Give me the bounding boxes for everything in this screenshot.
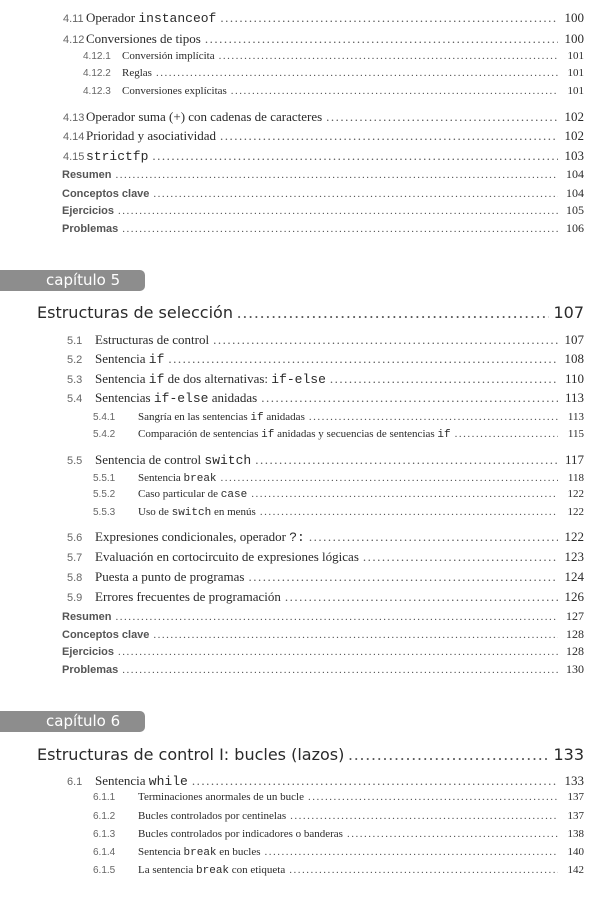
toc-entry xyxy=(83,85,584,97)
toc-entry xyxy=(63,10,584,26)
page-number: 102 xyxy=(564,109,584,124)
title-text: Sentencia de control xyxy=(95,452,205,467)
dot-leader xyxy=(308,791,558,803)
dot-leader xyxy=(289,864,558,876)
toc-entry xyxy=(62,167,584,182)
section-number: 4.12.3 xyxy=(83,86,111,97)
toc-entry xyxy=(93,791,584,803)
toc-entry xyxy=(93,488,584,501)
dot-leader xyxy=(326,109,558,125)
section-title xyxy=(95,332,209,348)
section-number: 6.1.4 xyxy=(93,847,116,858)
page-number: 126 xyxy=(564,589,584,604)
page-number: 103 xyxy=(564,148,584,163)
title-text: Reglas xyxy=(122,67,152,79)
page-number: 101 xyxy=(567,50,584,62)
title-text: Problemas xyxy=(62,223,119,235)
chapter-title xyxy=(37,745,584,765)
page-number: 101 xyxy=(567,85,584,97)
page-number: 104 xyxy=(566,167,584,181)
dot-leader xyxy=(118,646,558,658)
toc-entry xyxy=(67,371,584,387)
page-number: 104 xyxy=(566,186,584,200)
dot-leader xyxy=(122,223,558,235)
dot-leader xyxy=(118,205,558,217)
dot-leader xyxy=(330,371,558,387)
dot-leader xyxy=(168,351,558,367)
code-term: switch xyxy=(204,453,252,468)
page-number: 122 xyxy=(564,529,584,544)
page-number: 128 xyxy=(566,644,584,658)
title-text: Bucles controlados por indicadores o banderas xyxy=(138,828,343,840)
code-term: if-else xyxy=(271,372,326,387)
chapter-page-number: 133 xyxy=(553,745,584,764)
section-title xyxy=(62,646,114,658)
title-text: Evaluación en cortocircuito de expresiones lógicas xyxy=(95,549,359,564)
dot-leader xyxy=(205,31,558,47)
section-number: 6.1 xyxy=(67,776,83,788)
title-text: Sentencia xyxy=(95,371,149,386)
section-number: 5.5.3 xyxy=(93,507,116,518)
toc-entry xyxy=(67,390,584,406)
page-number: 140 xyxy=(567,846,584,858)
toc-entry xyxy=(67,452,584,468)
page-number: 130 xyxy=(566,662,584,676)
code-term: break xyxy=(183,473,217,485)
code-term: switch xyxy=(171,507,212,519)
section-title xyxy=(138,864,285,877)
code-term: if xyxy=(437,429,451,441)
title-text: Prioridad y asociatividad xyxy=(86,128,216,143)
toc-entry xyxy=(62,662,584,677)
page-number: 123 xyxy=(564,549,584,564)
page-number: 128 xyxy=(566,627,584,641)
page-number: 113 xyxy=(567,411,584,423)
page-number: 108 xyxy=(564,351,584,366)
dot-leader xyxy=(153,629,558,641)
dot-leader xyxy=(248,569,558,585)
section-number: 5.4.2 xyxy=(93,429,116,440)
section-title xyxy=(62,629,149,641)
title-text: La sentencia xyxy=(138,864,197,876)
dot-leader xyxy=(265,846,558,858)
title-text: Uso de xyxy=(138,506,172,518)
page-number: 113 xyxy=(564,390,584,405)
title-text: Resumen xyxy=(62,611,112,623)
dot-leader xyxy=(347,828,558,840)
dot-leader xyxy=(220,10,558,26)
chapter-title xyxy=(37,303,584,323)
section-title xyxy=(122,67,152,79)
page-number: 100 xyxy=(564,31,584,46)
dot-leader xyxy=(455,428,558,440)
title-text: anidadas xyxy=(263,411,305,423)
code-term: case xyxy=(220,489,248,501)
section-number: 5.7 xyxy=(67,552,83,564)
chapter-page-number: 107 xyxy=(553,303,584,322)
chapter-title-text: Estructuras de control I: bucles (lazos) xyxy=(37,745,345,764)
code-term: if xyxy=(148,372,165,387)
title-text: Sentencias xyxy=(95,390,154,405)
section-title xyxy=(95,549,359,565)
dot-leader xyxy=(219,50,558,62)
title-text: Conversión implícita xyxy=(122,50,215,62)
title-text: Conversiones explícitas xyxy=(122,85,227,97)
dot-leader xyxy=(231,85,558,97)
toc-entry xyxy=(63,109,584,125)
toc-entry xyxy=(93,810,584,822)
code-term: if xyxy=(148,352,165,367)
toc-entry xyxy=(93,846,584,859)
page-number: 122 xyxy=(567,506,584,518)
page-number: 106 xyxy=(566,221,584,235)
section-title xyxy=(138,411,305,424)
toc-entry xyxy=(62,644,584,659)
dot-leader xyxy=(260,506,558,518)
title-text: Ejercicios xyxy=(62,205,114,217)
section-title xyxy=(62,188,149,200)
page-number: 115 xyxy=(567,428,584,440)
toc-entry xyxy=(67,589,584,605)
code-term: while xyxy=(148,774,188,789)
page-number: 105 xyxy=(566,203,584,217)
title-text: en menús xyxy=(211,506,256,518)
chapter-title-text: Estructuras de selección xyxy=(37,303,233,322)
section-number: 5.6 xyxy=(67,532,83,544)
page-number: 127 xyxy=(566,609,584,623)
title-text: Comparación de sentencias xyxy=(138,428,262,440)
section-title xyxy=(62,205,114,217)
toc-entry xyxy=(93,864,584,877)
section-number: 6.1.5 xyxy=(93,865,116,876)
section-number: 4.13 xyxy=(63,112,85,124)
section-title xyxy=(122,85,227,97)
section-title xyxy=(86,148,148,164)
dot-leader xyxy=(285,589,558,605)
title-text: Operador suma (+) con cadenas de caracteres xyxy=(86,109,323,124)
section-title xyxy=(95,589,281,605)
section-title xyxy=(95,569,244,585)
toc-entry xyxy=(62,627,584,642)
page-number: 122 xyxy=(567,488,584,500)
dot-leader xyxy=(309,411,558,423)
code-term: break xyxy=(183,847,217,859)
page-number: 118 xyxy=(567,472,584,484)
section-number: 5.5.2 xyxy=(93,489,116,500)
section-title xyxy=(62,223,118,235)
code-term: if xyxy=(261,429,275,441)
dot-leader xyxy=(116,169,558,181)
toc-entry xyxy=(83,67,584,79)
page-number: 102 xyxy=(564,128,584,143)
title-text: anidadas xyxy=(208,390,258,405)
section-number: 5.1 xyxy=(67,335,83,347)
section-title xyxy=(138,506,256,519)
section-number: 6.1.1 xyxy=(93,792,116,803)
page-number: 138 xyxy=(567,828,584,840)
section-title xyxy=(138,846,261,859)
toc-entry xyxy=(93,472,584,485)
section-number: 5.4 xyxy=(67,393,83,405)
section-number: 4.12 xyxy=(63,34,85,46)
page-number: 117 xyxy=(564,452,584,467)
title-text: Sentencia xyxy=(138,846,184,858)
toc-entry xyxy=(63,128,584,144)
dot-leader xyxy=(255,452,558,468)
dot-leader xyxy=(213,332,558,348)
section-number: 5.4.1 xyxy=(93,412,116,423)
section-number: 6.1.3 xyxy=(93,829,116,840)
title-text: Ejercicios xyxy=(62,646,114,658)
toc-entry xyxy=(67,549,584,565)
toc-entry xyxy=(67,351,584,367)
toc-entry xyxy=(93,428,584,441)
title-text: Conceptos clave xyxy=(62,188,150,200)
section-title xyxy=(86,109,322,125)
title-text: Puesta a punto de programas xyxy=(95,569,245,584)
section-number: 5.8 xyxy=(67,572,83,584)
section-title xyxy=(62,664,118,676)
section-number: 4.14 xyxy=(63,131,85,143)
section-title xyxy=(86,128,216,144)
title-text: de dos alternativas: xyxy=(164,371,272,386)
code-term: instanceof xyxy=(138,11,217,26)
section-title xyxy=(138,791,304,803)
code-term: if-else xyxy=(153,391,209,406)
dot-leader xyxy=(153,188,558,200)
section-number: 4.12.1 xyxy=(83,51,111,62)
page-number: 124 xyxy=(564,569,584,584)
dot-leader xyxy=(116,611,558,623)
page-number: 107 xyxy=(564,332,584,347)
dot-leader xyxy=(348,745,549,765)
dot-leader xyxy=(221,472,558,484)
section-title xyxy=(95,529,305,545)
section-title xyxy=(62,611,112,623)
title-text: Sentencia xyxy=(95,351,149,366)
toc-entry xyxy=(62,186,584,201)
page-number: 100 xyxy=(564,10,584,25)
dot-leader xyxy=(251,488,558,500)
section-number: 4.12.2 xyxy=(83,68,111,79)
dot-leader xyxy=(192,773,558,789)
section-number: 4.15 xyxy=(63,151,85,163)
title-text: Bucles controlados por centinelas xyxy=(138,810,287,822)
section-number: 5.5.1 xyxy=(93,473,116,484)
section-title xyxy=(138,828,343,840)
title-text: Sentencia xyxy=(138,472,184,484)
page-number: 137 xyxy=(567,791,584,803)
page-number: 142 xyxy=(567,864,584,876)
toc-entry xyxy=(67,569,584,585)
dot-leader xyxy=(156,67,558,79)
toc-entry xyxy=(62,203,584,218)
title-text: Resumen xyxy=(62,169,112,181)
toc-entry xyxy=(93,411,584,424)
section-title xyxy=(138,810,286,822)
toc-entry xyxy=(83,50,584,62)
title-text: Sangría en las sentencias xyxy=(138,411,251,423)
dot-leader xyxy=(309,529,558,545)
title-text: Errores frecuentes de programación xyxy=(95,589,281,604)
chapter-banner: capítulo 6 xyxy=(0,711,145,732)
page-number: 133 xyxy=(564,773,584,788)
page-number: 110 xyxy=(564,371,584,386)
title-text: Sentencia xyxy=(95,773,149,788)
title-text: con etiqueta xyxy=(229,864,286,876)
section-title xyxy=(95,773,188,789)
dot-leader xyxy=(261,390,558,406)
toc-entry xyxy=(63,31,584,47)
section-title xyxy=(95,452,251,468)
title-text: Operador xyxy=(86,10,139,25)
title-text: Terminaciones anormales de un bucle xyxy=(138,791,304,803)
title-text: Conversiones de tipos xyxy=(86,31,201,46)
section-title xyxy=(62,169,112,181)
toc-entry xyxy=(62,609,584,624)
section-title xyxy=(95,390,257,406)
title-text: en bucles xyxy=(216,846,261,858)
title-text: Conceptos clave xyxy=(62,629,150,641)
section-number: 4.11 xyxy=(63,13,84,25)
section-title xyxy=(122,50,215,62)
dot-leader xyxy=(220,128,558,144)
section-title xyxy=(138,472,217,485)
code-term: break xyxy=(196,865,230,877)
section-title xyxy=(86,10,216,26)
dot-leader xyxy=(122,664,558,676)
code-term: ?: xyxy=(289,530,305,545)
section-title xyxy=(95,351,164,367)
title-text: Expresiones condicionales, operador xyxy=(95,529,290,544)
title-text: Caso particular de xyxy=(138,488,221,500)
toc-entry xyxy=(63,148,584,164)
code-term: strictfp xyxy=(86,149,149,164)
title-text: Estructuras de control xyxy=(95,332,210,347)
section-title xyxy=(138,488,247,501)
section-title xyxy=(138,428,451,441)
toc-entry xyxy=(93,506,584,519)
title-text: Problemas xyxy=(62,664,119,676)
dot-leader xyxy=(290,810,558,822)
title-text: anidadas y secuencias de sentencias xyxy=(274,428,438,440)
code-term: if xyxy=(250,412,264,424)
toc-entry xyxy=(93,828,584,840)
toc-entry xyxy=(62,221,584,236)
dot-leader xyxy=(152,148,558,164)
section-number: 5.3 xyxy=(67,374,83,386)
section-title xyxy=(95,371,326,387)
section-number: 5.9 xyxy=(67,592,83,604)
dot-leader xyxy=(237,303,549,323)
section-title xyxy=(86,31,201,47)
toc-entry xyxy=(67,529,584,545)
toc-entry xyxy=(67,332,584,348)
toc-entry xyxy=(67,773,584,789)
dot-leader xyxy=(363,549,558,565)
page-number: 137 xyxy=(567,810,584,822)
page-number: 101 xyxy=(567,67,584,79)
section-number: 6.1.2 xyxy=(93,811,116,822)
section-number: 5.2 xyxy=(67,354,83,366)
chapter-banner: capítulo 5 xyxy=(0,270,145,291)
section-number: 5.5 xyxy=(67,455,83,467)
